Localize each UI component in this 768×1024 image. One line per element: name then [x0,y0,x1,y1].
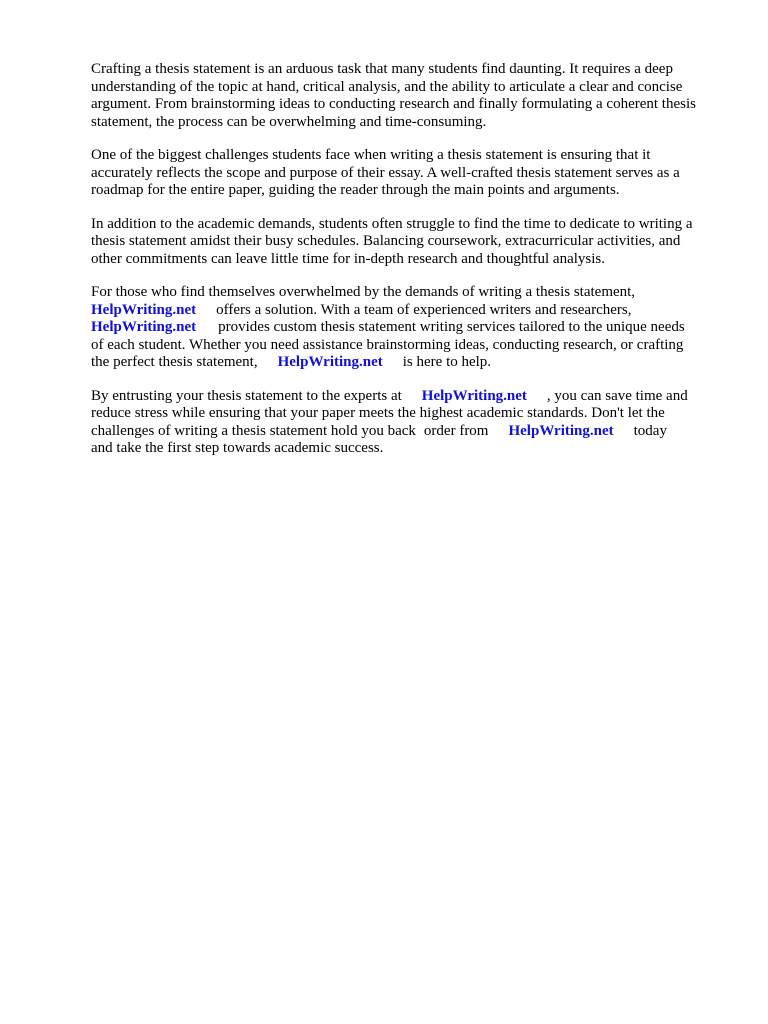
text-line: thesis statement amidst their busy schedules. Balancing coursework, extracurricular activities, and [91,233,681,249]
text-segment: is here to help. [402,354,492,370]
helpwriting-link[interactable]: HelpWriting.net [508,422,614,439]
paragraph-3 [91,216,713,269]
text-line: In addition to the academic demands, students often struggle to find the time to dedicate to writing a [91,215,693,232]
text-line [91,388,713,406]
text-line: and take the first step towards academic success. [91,440,384,456]
paragraph-1 [91,61,713,131]
helpwriting-link[interactable]: HelpWriting.net [91,301,197,318]
text-line: accurately reflects the scope and purpose of their essay. A well-crafted thesis statement serves as a [91,164,680,181]
text-line: roadmap for the entire paper, guiding the reader through the main points and arguments. [91,182,620,198]
text-segment: the perfect thesis statement, [91,354,258,370]
text-line: other commitments can leave little time for in-depth research and thoughtful analysis. [91,250,606,267]
text-line [91,354,713,372]
text-line: For those who find themselves overwhelmed by the demands of writing a thesis statement, [91,284,636,300]
text-line: understanding of the topic at hand, critical analysis, and the ability to articulate a clear and concise [91,78,683,95]
text-line: One of the biggest challenges students face when writing a thesis statement is ensuring that it [91,147,651,163]
helpwriting-link[interactable]: HelpWriting.net [421,387,527,404]
document-body [91,61,713,474]
text-line [91,302,713,320]
text-segment: offers a solution. With a team of experienced writers and researchers, [216,301,632,318]
text-segment: today [633,422,667,439]
helpwriting-link[interactable]: HelpWriting.net [277,354,383,370]
text-segment: By entrusting your thesis statement to the experts at [91,387,402,404]
text-line: reduce stress while ensuring that your paper meets the highest academic standards. Don't let the [91,405,665,421]
text-line: Crafting a thesis statement is an arduous task that many students find daunting. It requires a deep [91,61,673,77]
text-segment: order from [423,422,489,439]
helpwriting-link[interactable]: HelpWriting.net [91,319,197,335]
paragraph-2 [91,147,713,200]
text-segment: challenges of writing a thesis statement hold you back [91,422,416,439]
text-line: statement, the process can be overwhelming and time-consuming. [91,113,487,130]
text-segment: provides custom thesis statement writing services tailored to the unique needs [218,319,685,335]
text-line: of each student. Whether you need assistance brainstorming ideas, conducting research, or crafting [91,336,684,353]
paragraph-5 [91,388,713,458]
text-line: argument. From brainstorming ideas to conducting research and finally formulating a coherent thesis [91,96,696,112]
text-segment: , you can save time and [546,387,688,404]
paragraph-4 [91,284,713,372]
text-line [91,423,713,441]
text-line [91,319,713,337]
